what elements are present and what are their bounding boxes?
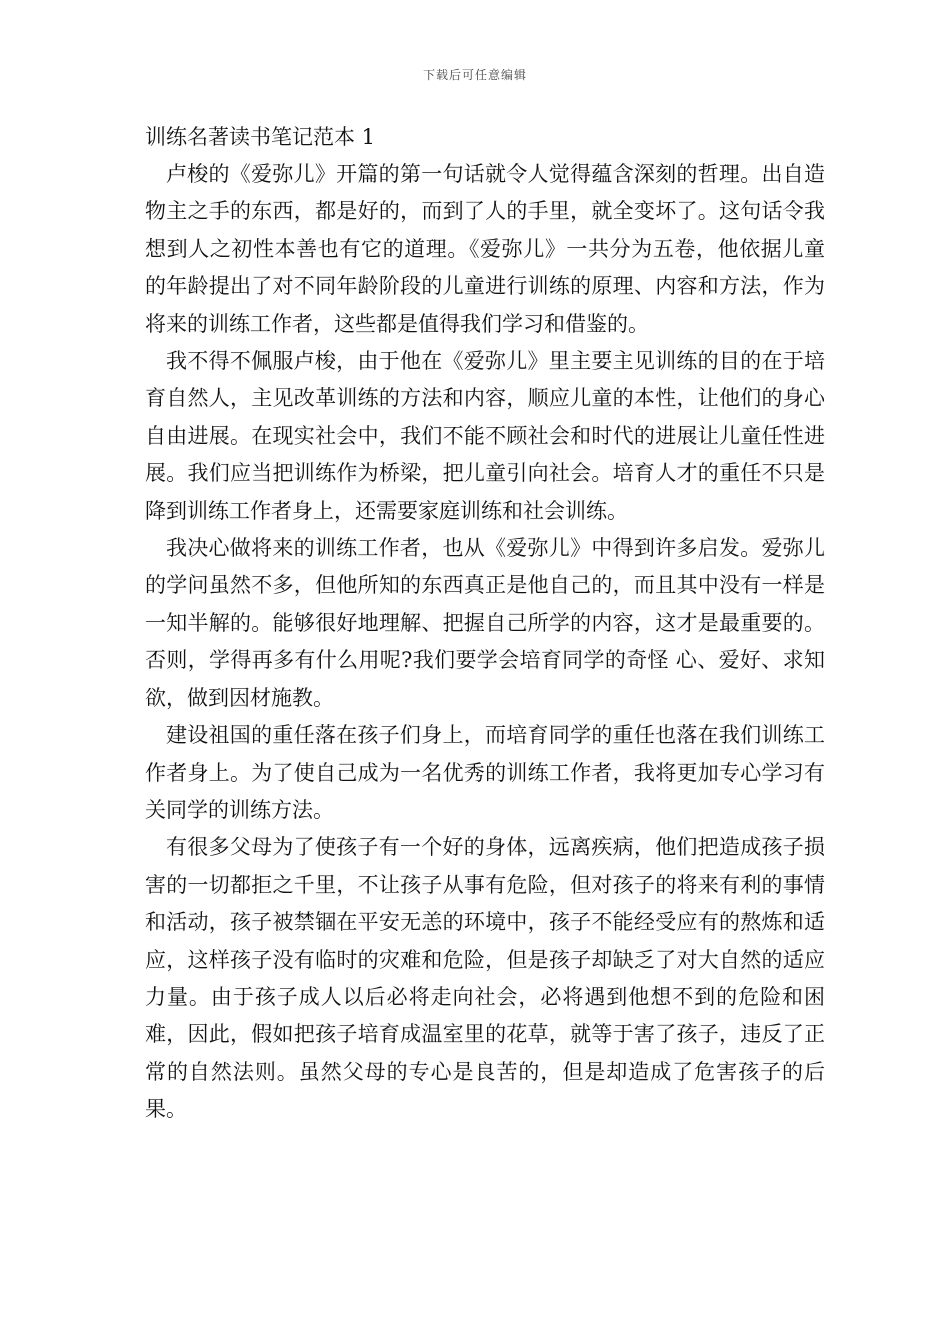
document-title: 训练名著读书笔记范本 1 xyxy=(145,125,376,149)
paragraph-2: 我不得不佩服卢梭，由于他在《爱弥儿》里主要主见训练的目的在于培育自然人，主见改革训练的方法和内容，顺应儿童的本性，让他们的身心自由进展。在现实社会中，我们不能不顾社会和时代的进展让儿童任性进展。我们应当把训练作为桥梁，把儿童引向社会。培育人才的重任不只是降到训练工作者身上，还需要家庭训练和社会训练。 xyxy=(145,349,825,523)
page-header: 下载后可任意编辑 xyxy=(422,68,527,82)
document-body xyxy=(145,120,825,1129)
paragraph-4: 建设祖国的重任落在孩子们身上，而培育同学的重任也落在我们训练工作者身上。为了使自己成为一名优秀的训练工作者，我将更加专心学习有关同学的训练方法。 xyxy=(145,723,825,822)
paragraph-5: 有很多父母为了使孩子有一个好的身体，远离疾病，他们把造成孩子损害的一切都拒之千里，不让孩子从事有危险，但对孩子的将来有利的事情和活动，孩子被禁锢在平安无恙的环境中，孩子不能经受应有的熬炼和适应，这样孩子没有临时的灾难和危险，但是孩子却缺乏了对大自然的适应力量。由于孩子成人以后必将走向社会，必将遇到他想不到的危险和困难，因此，假如把孩子培育成温室里的花草，就等于害了孩子，违反了正常的自然法则。虽然父母的专心是良苦的，但是却造成了危害孩子的后果。 xyxy=(145,835,825,1122)
paragraph-1: 卢梭的《爱弥儿》开篇的第一句话就令人觉得蕴含深刻的哲理。出自造物主之手的东西，都是好的，而到了人的手里，就全变坏了。这句话令我想到人之初性本善也有它的道理。《爱弥儿》一共分为五卷，他依据儿童的年龄提出了对不同年龄阶段的儿童进行训练的原理、内容和方法，作为将来的训练工作者，这些都是值得我们学习和借鉴的。 xyxy=(145,162,825,336)
paragraph-3: 我决心做将来的训练工作者，也从《爱弥儿》中得到许多启发。爱弥儿的学问虽然不多，但他所知的东西真正是他自己的，而且其中没有一样是一知半解的。能够很好地理解、把握自己所学的内容，这才是最重要的。否则，学得再多有什么用呢?我们要学会培育同学的奇怪 心、爱好、求知欲，做到因材施教。 xyxy=(145,536,825,710)
